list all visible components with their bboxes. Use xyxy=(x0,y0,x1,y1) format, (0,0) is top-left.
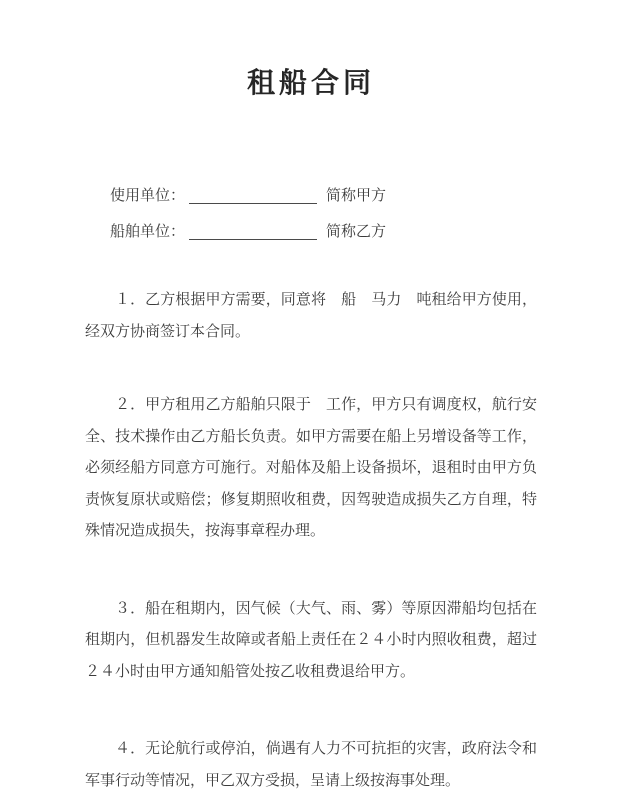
clause-3: ３．船在租期内，因气候（大气、雨、雾）等原因滞船均包括在租期内，但机器发生故障或者船上责任在２４小时内照收租费，超过２４小时由甲方通知船管处按乙收租费退给甲方。 xyxy=(85,599,537,680)
clause-4: ４．无论航行或停泊，倘遇有人力不可抗拒的灾害，政府法令和军事行动等情况，甲乙双方受损，呈请上级按海事处理。 xyxy=(85,740,537,789)
party-b-label: 船舶单位： xyxy=(110,223,186,240)
clause-1: １．乙方根据甲方需要，同意将 船 马力 吨租给甲方使用，经双方协商签订本合同。 xyxy=(85,291,537,340)
party-b-blank-underline xyxy=(189,222,317,240)
party-a-blank-underline xyxy=(189,186,317,204)
clause-2: ２．甲方租用乙方船舶只限于 工作，甲方只有调度权，航行安全、技术操作由乙方船长负责。如甲方需要在船上另增设备等工作，必须经船方同意方可施行。对船体及船上设备损坏，退租时由甲方负责恢复原状或赔偿；修复期照收租费，因驾驶造成损失乙方自理，特殊情况造成损失，按海事章程办理。 xyxy=(85,396,537,539)
party-b-line xyxy=(110,220,537,242)
party-a-suffix: 简称甲方 xyxy=(326,187,387,204)
document-title: 租船合同 xyxy=(246,68,375,99)
party-a-line xyxy=(110,184,537,206)
party-b-suffix: 简称乙方 xyxy=(326,223,387,240)
party-section xyxy=(85,184,537,242)
party-a-label: 使用单位： xyxy=(110,187,186,204)
